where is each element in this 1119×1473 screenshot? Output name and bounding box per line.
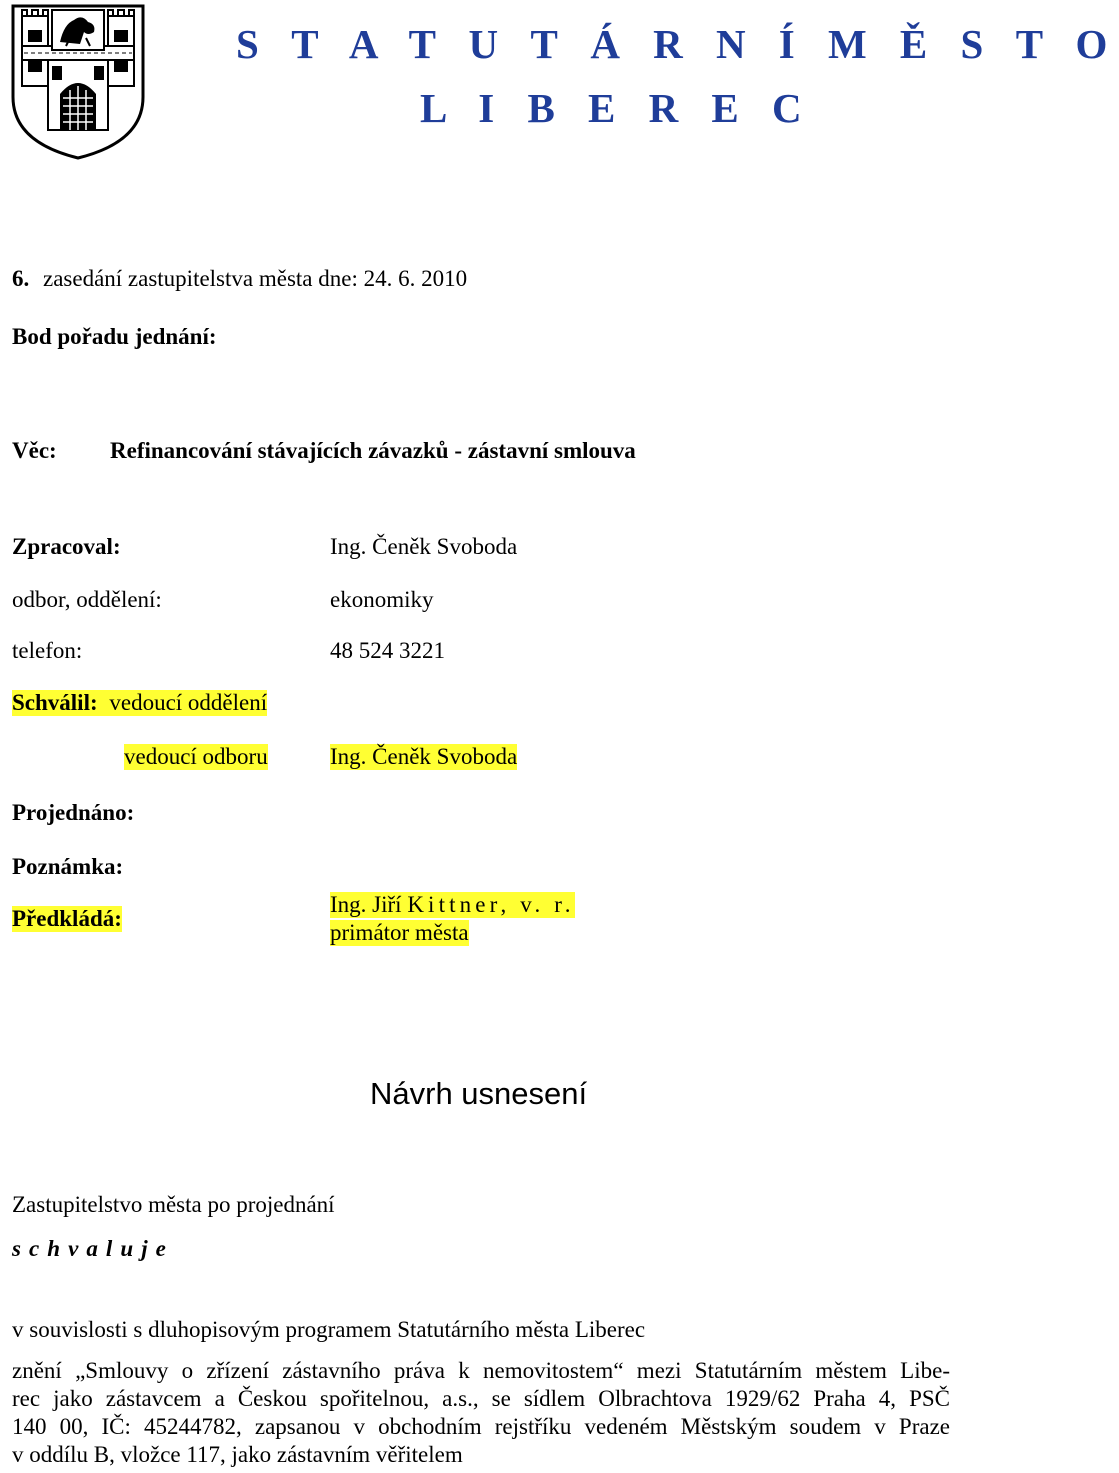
submits-name: [330, 892, 575, 918]
resolution-line-2: rec jako zástavcem a Českou spořitelnou, a.s., se sídlem Olbrachtova 1929/62 Praha 4, PSČ: [12, 1386, 950, 1411]
approved-row: [12, 690, 267, 716]
discussed-label: Projednáno:: [12, 800, 135, 825]
prepared-by-label: Zpracoval:: [12, 534, 121, 559]
coat-of-arms-logo: [8, 2, 148, 162]
resolution-verb: s c h v a l u j e: [12, 1236, 167, 1261]
submits-name-spaced: Kittner, v. r.: [407, 892, 575, 917]
meeting-number: 6.: [12, 266, 30, 291]
city-title-line-1: S T A T U T Á R N Í M Ě S T O: [236, 21, 1119, 67]
approved-label: Schválil:: [12, 690, 98, 715]
department-label: odbor, oddělení:: [12, 587, 162, 612]
resolution-heading: Návrh usnesení: [370, 1076, 588, 1111]
agenda-label: Bod pořadu jednání:: [12, 324, 217, 349]
meeting-text: zasedání zastupitelstva města dne: 24. 6. 2010: [43, 266, 468, 291]
note-label: Poznámka:: [12, 854, 124, 879]
resolution-line-4: v oddílu B, vložce 117, jako zástavním věřitelem: [12, 1442, 463, 1467]
department-value: ekonomiky: [330, 587, 434, 612]
head-of-unit: vedoucí oddělení: [109, 690, 268, 715]
submits-name-prefix: Ing. Jiří: [330, 892, 408, 917]
meeting-line: [12, 266, 467, 292]
submits-label: Předkládá:: [12, 906, 122, 931]
head-of-department-name: Ing. Čeněk Svoboda: [330, 744, 518, 769]
subject-value: Refinancování stávajících závazků - zástavní smlouva: [110, 438, 636, 463]
resolution-context: v souvislosti s dluhopisovým programem Statutárního města Liberec: [12, 1317, 646, 1342]
phone-value: 48 524 3221: [330, 638, 445, 663]
city-title-line-2: L I B E R E C: [420, 85, 814, 131]
phone-label: telefon:: [12, 638, 83, 663]
resolution-line-3: 140 00, IČ: 45244782, zapsanou v obchodním rejstříku vedeném Městským soudem v Praze: [12, 1414, 950, 1439]
subject-label: Věc:: [12, 438, 57, 463]
prepared-by-value: Ing. Čeněk Svoboda: [330, 534, 518, 559]
resolution-line-1: znění „Smlouvy o zřízení zástavního práva k nemovitostem“ mezi Statutárním městem Libe-: [12, 1358, 950, 1383]
resolution-intro: Zastupitelstvo města po projednání: [12, 1192, 335, 1217]
submits-role: primátor města: [330, 920, 469, 945]
head-of-department: vedoucí odboru: [124, 744, 268, 769]
